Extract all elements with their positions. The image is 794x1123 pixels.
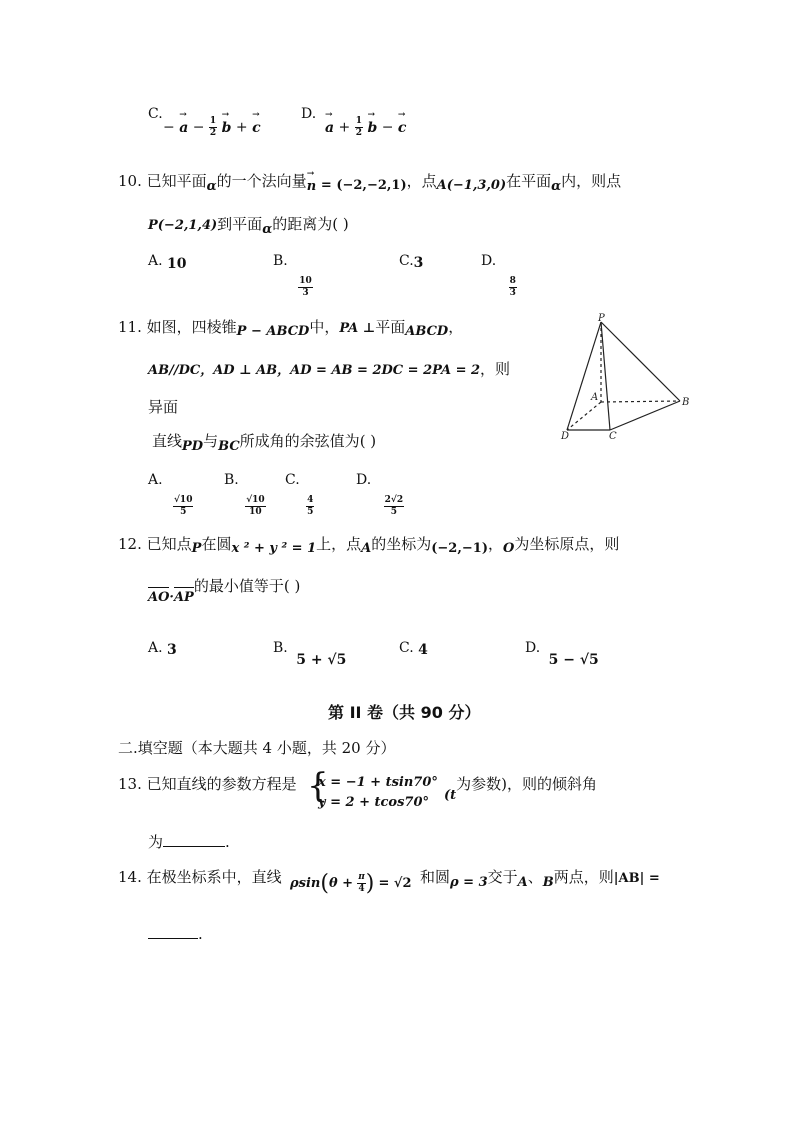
q11-option-c[interactable]: C. $\frac{4}{5}$ [285,472,314,517]
edge-pc [601,322,610,430]
q10-stem-line1: 10. 已知平面α的一个法向量→ n = (−2,−2,1)，点A(−1,3,0)在平面α内，则点 [118,170,621,194]
q9-option-d[interactable] [301,106,316,122]
vertex-label-p: P [598,313,605,324]
fraction: $\frac{√10}{5}$ [174,495,193,517]
answer-blank[interactable] [163,846,225,847]
q14-line-equation: ρsin(θ + $\frac{\pi}{4}$ ) = √2 [290,871,412,896]
vertex-label-b: B [682,397,690,408]
vertex-label-c: C [609,431,617,442]
fraction: $\frac{4}{5}$ [307,495,314,517]
fraction: $\frac{10}{3}$ [299,276,312,298]
vector-c: → c [398,120,407,136]
q11-option-d[interactable]: D. $\frac{2√2}{5}$ [356,472,404,517]
q10-option-d[interactable]: D. $\frac{8}{3}$ [481,253,516,298]
q12-option-b[interactable]: B. 5 + √5 [273,640,347,668]
question-number: 10. [118,172,142,190]
q9-d-expression: → a + $\frac{1}{2}$ → b − → c [325,116,406,139]
question-number: 12. [118,535,142,553]
q14-stem-tail: 和圆ρ = 3交于A、B两点，则|AB| = [420,868,660,890]
q12-option-a[interactable]: A. 3 [148,640,177,658]
q11-option-a[interactable]: A. $\frac{√10}{5}$ [148,472,193,517]
question-number: 14. [118,868,142,886]
q11-stem-line2: AB//DC，AD ⊥ AB，AD = AB = 2DC = 2PA = 2，则 [148,360,511,378]
q12-stem-line2: AO·AP的最小值等于( ) [148,577,301,605]
edge-pb [601,322,680,401]
fraction-half: $\frac{1}{2}$ [355,116,362,138]
q11-stem-line3: 异面 [148,398,179,416]
q11-pyramid-figure [555,312,695,444]
vector-ao: AO [148,590,170,605]
vector-a: → a [325,120,334,136]
q12-stem-line1: 12. 已知点P在圆x ² + y ² = 1上，点A的坐标为(−2,−1)，O为坐标原点，则 [118,535,620,556]
answer-parentheses: ( ) [283,577,301,595]
q9-c-expression: − → a − $\frac{1}{2}$ → b + → c [163,116,261,139]
q14-stem-line2: . [148,925,203,943]
fraction-pi-over-4: $\frac{\pi}{4}$ [358,872,365,894]
q13-stem-tail: (t为参数)，则的倾斜角 [444,775,598,803]
vector-c: → c [252,120,261,136]
vector-a: → a [179,120,188,136]
vector-n: → n [307,179,316,194]
q12-option-d[interactable]: D. 5 − √5 [525,640,599,668]
q13-brace: { [307,766,329,806]
edge-ad-hidden [567,402,601,430]
edge-cb [610,401,680,430]
fraction: $\frac{8}{3}$ [509,276,516,298]
q13-stem-line2: 为 . [148,833,230,851]
answer-parentheses: ( ) [359,432,377,450]
q11-stem-line1: 11. 如图，四棱锥P − ABCD中，PA ⊥平面ABCD， [118,318,464,339]
q13-equation-x: x = −1 + tsin70° [318,775,438,790]
vertex-label-a: A [591,392,599,403]
vector-b: → b [222,120,232,136]
vertex-label-d: D [561,431,570,442]
q13-equation-y: y = 2 + tcos70° [318,795,429,810]
q10-option-b[interactable]: B. $\frac{10}{3}$ [273,253,312,298]
fraction-half: $\frac{1}{2}$ [209,116,217,138]
vector-ap: AP [173,590,194,605]
part-ii-title: 第 II 卷（共 90 分） [328,703,481,722]
q10-option-a[interactable]: A. 10 [148,253,187,272]
fraction: $\frac{√10}{10}$ [246,495,265,517]
edge-ab-hidden [601,401,680,402]
q13-stem-line1: 13. 已知直线的参数方程是 [118,775,297,793]
fraction: $\frac{2√2}{5}$ [384,495,404,517]
q14-stem-line1: 14. 在极坐标系中，直线 [118,868,282,886]
question-number: 13. [118,775,142,793]
q10-option-c[interactable]: C.3 [399,253,424,271]
section-fill-in-blank: 二.填空题（本大题共 4 小题，共 20 分） [118,739,396,757]
q9-c-label: C. [148,106,163,122]
answer-parentheses: ( ) [332,215,349,233]
answer-blank[interactable] [148,938,198,939]
question-number: 11. [118,318,142,336]
q9-option-c[interactable] [148,106,163,122]
q11-stem-line4: 直线PD与BC所成角的余弦值为( ) [152,432,377,454]
q11-option-b[interactable]: B. $\frac{√10}{10}$ [224,472,265,517]
q10-stem-line2: P(−2,1,4)到平面α的距离为( ) [148,215,349,237]
edge-pd [567,322,601,430]
q9-d-label: D. [301,106,317,122]
vector-b: → b [367,120,377,136]
q12-option-c[interactable]: C. 4 [399,640,428,658]
